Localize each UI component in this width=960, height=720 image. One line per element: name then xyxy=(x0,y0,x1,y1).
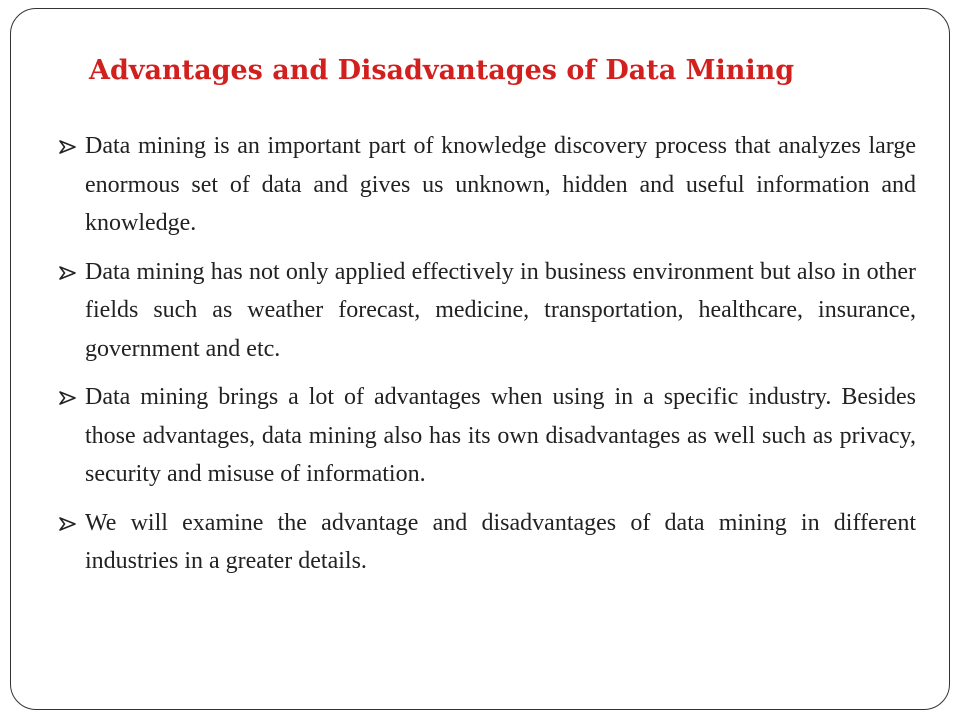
arrowhead-bullet-icon xyxy=(59,517,76,531)
bullet-item-4 xyxy=(56,504,916,581)
bullet-item-3 xyxy=(56,378,916,494)
slide-frame xyxy=(10,8,950,710)
bullet-list xyxy=(56,127,916,591)
bullet-text-4: We will examine the advantage and disadvantages of data mining in different industries in a greater details. xyxy=(85,509,916,574)
bullet-text-2: Data mining has not only applied effectively in business environment but also in other fields such as weather forecast, medicine, transportation, healthcare, insurance, government and etc. xyxy=(85,258,916,362)
arrowhead-bullet-icon xyxy=(59,391,76,405)
bullet-item-2 xyxy=(56,253,916,369)
bullet-item-1 xyxy=(56,127,916,243)
arrowhead-bullet-icon xyxy=(59,140,76,154)
arrowhead-bullet-icon xyxy=(59,266,76,280)
slide-title: Advantages and Disadvantages of Data Mining xyxy=(89,55,795,86)
bullet-text-3: Data mining brings a lot of advantages when using in a specific industry. Besides those advantages, data mining also has its own disadvantages as well such as privacy, security and misuse of information. xyxy=(85,384,916,487)
bullet-text-1: Data mining is an important part of knowledge discovery process that analyzes large enormous set of data and gives us unknown, hidden and useful information and knowledge. xyxy=(85,133,916,236)
